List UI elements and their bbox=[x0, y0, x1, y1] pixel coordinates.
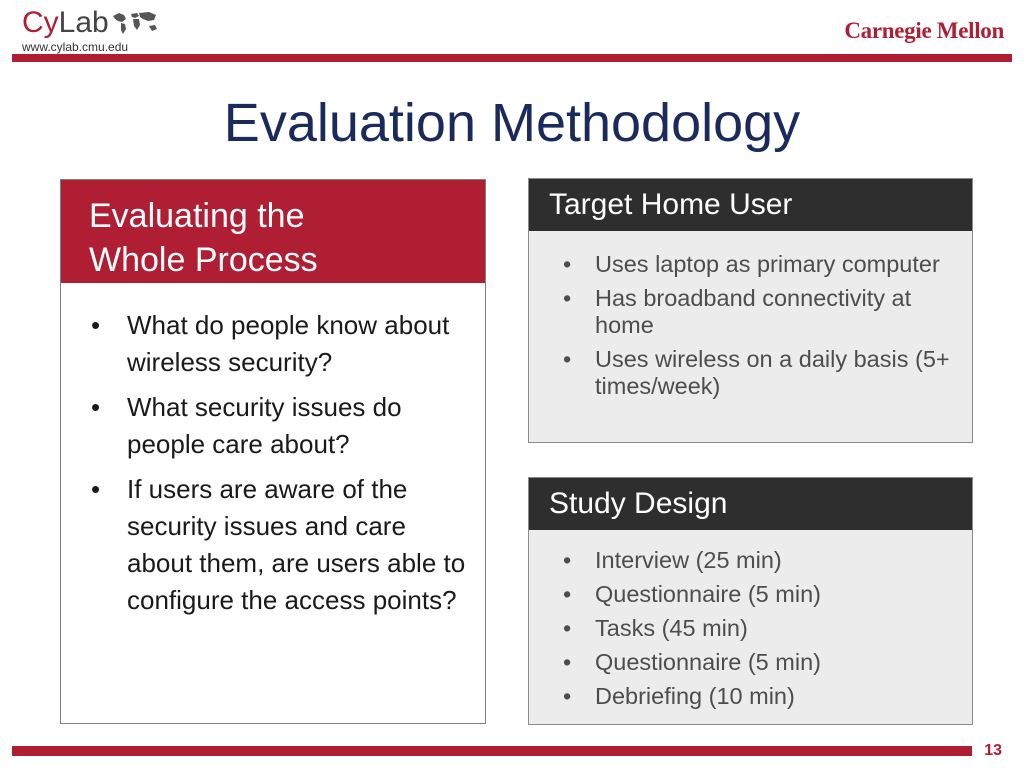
list-item bbox=[553, 346, 956, 400]
list-item-text: Tasks (45 min) bbox=[595, 615, 748, 641]
slide-title: Evaluation Methodology bbox=[223, 93, 801, 153]
bullet-icon: • bbox=[91, 474, 101, 504]
target-home-user-heading: Target Home User bbox=[529, 179, 972, 231]
list-item-text: Uses laptop as primary computer bbox=[595, 251, 940, 277]
page-number: 13 bbox=[984, 742, 1002, 759]
list-item-text: What security issues do people care about? bbox=[127, 392, 402, 459]
slide-header bbox=[0, 0, 1024, 62]
bullet-icon: • bbox=[563, 649, 572, 675]
carnegie-mellon-logo: Carnegie Mellon bbox=[844, 18, 1004, 43]
bullet-icon: • bbox=[91, 392, 101, 422]
list-item bbox=[85, 389, 467, 463]
list-item-text: What do people know about wireless security? bbox=[127, 310, 450, 377]
bullet-icon: • bbox=[563, 547, 572, 573]
list-item bbox=[553, 649, 956, 676]
list-item bbox=[85, 471, 467, 619]
bullet-icon: • bbox=[563, 683, 572, 709]
list-item-text: If users are aware of the security issues and care about them, are users able to configure the access points? bbox=[127, 474, 466, 615]
cylab-url: www.cylab.cmu.edu bbox=[22, 40, 129, 54]
list-item bbox=[85, 307, 467, 381]
list-item bbox=[553, 615, 956, 642]
list-item-text: Interview (25 min) bbox=[595, 547, 782, 573]
list-item-text: Uses wireless on a daily basis (5+ times/week) bbox=[595, 346, 950, 399]
list-item bbox=[553, 683, 956, 710]
cylab-wordmark-lab: Lab bbox=[58, 6, 109, 39]
study-design-heading: Study Design bbox=[529, 478, 972, 530]
bullet-icon: • bbox=[91, 310, 101, 340]
world-map-icon bbox=[111, 10, 159, 36]
target-home-user-list bbox=[529, 231, 972, 400]
list-item-text: Has broadband connectivity at home bbox=[595, 285, 912, 338]
evaluating-process-panel bbox=[60, 179, 486, 724]
target-home-user-panel bbox=[528, 178, 973, 443]
list-item bbox=[553, 581, 956, 608]
evaluating-process-list bbox=[61, 283, 485, 619]
list-item-text: Questionnaire (5 min) bbox=[595, 649, 821, 675]
bullet-icon: • bbox=[563, 581, 572, 607]
list-item-text: Debriefing (10 min) bbox=[595, 683, 795, 709]
cylab-wordmark bbox=[22, 8, 109, 38]
bullet-icon: • bbox=[563, 285, 572, 311]
cylab-wordmark-cy: Cy bbox=[22, 6, 59, 39]
header-divider bbox=[12, 54, 1012, 62]
bullet-icon: • bbox=[563, 615, 572, 641]
bullet-icon: • bbox=[563, 346, 572, 372]
cylab-logo bbox=[22, 8, 159, 42]
study-design-panel bbox=[528, 477, 973, 725]
list-item-text: Questionnaire (5 min) bbox=[595, 581, 821, 607]
list-item bbox=[553, 251, 956, 278]
list-item bbox=[553, 285, 956, 339]
evaluating-process-heading bbox=[61, 180, 485, 283]
heading-line-2: Whole Process bbox=[89, 241, 318, 279]
heading-line-1: Evaluating the bbox=[89, 197, 305, 235]
footer-divider bbox=[12, 746, 972, 756]
list-item bbox=[553, 547, 956, 574]
bullet-icon: • bbox=[563, 251, 572, 277]
study-design-list bbox=[529, 530, 972, 710]
